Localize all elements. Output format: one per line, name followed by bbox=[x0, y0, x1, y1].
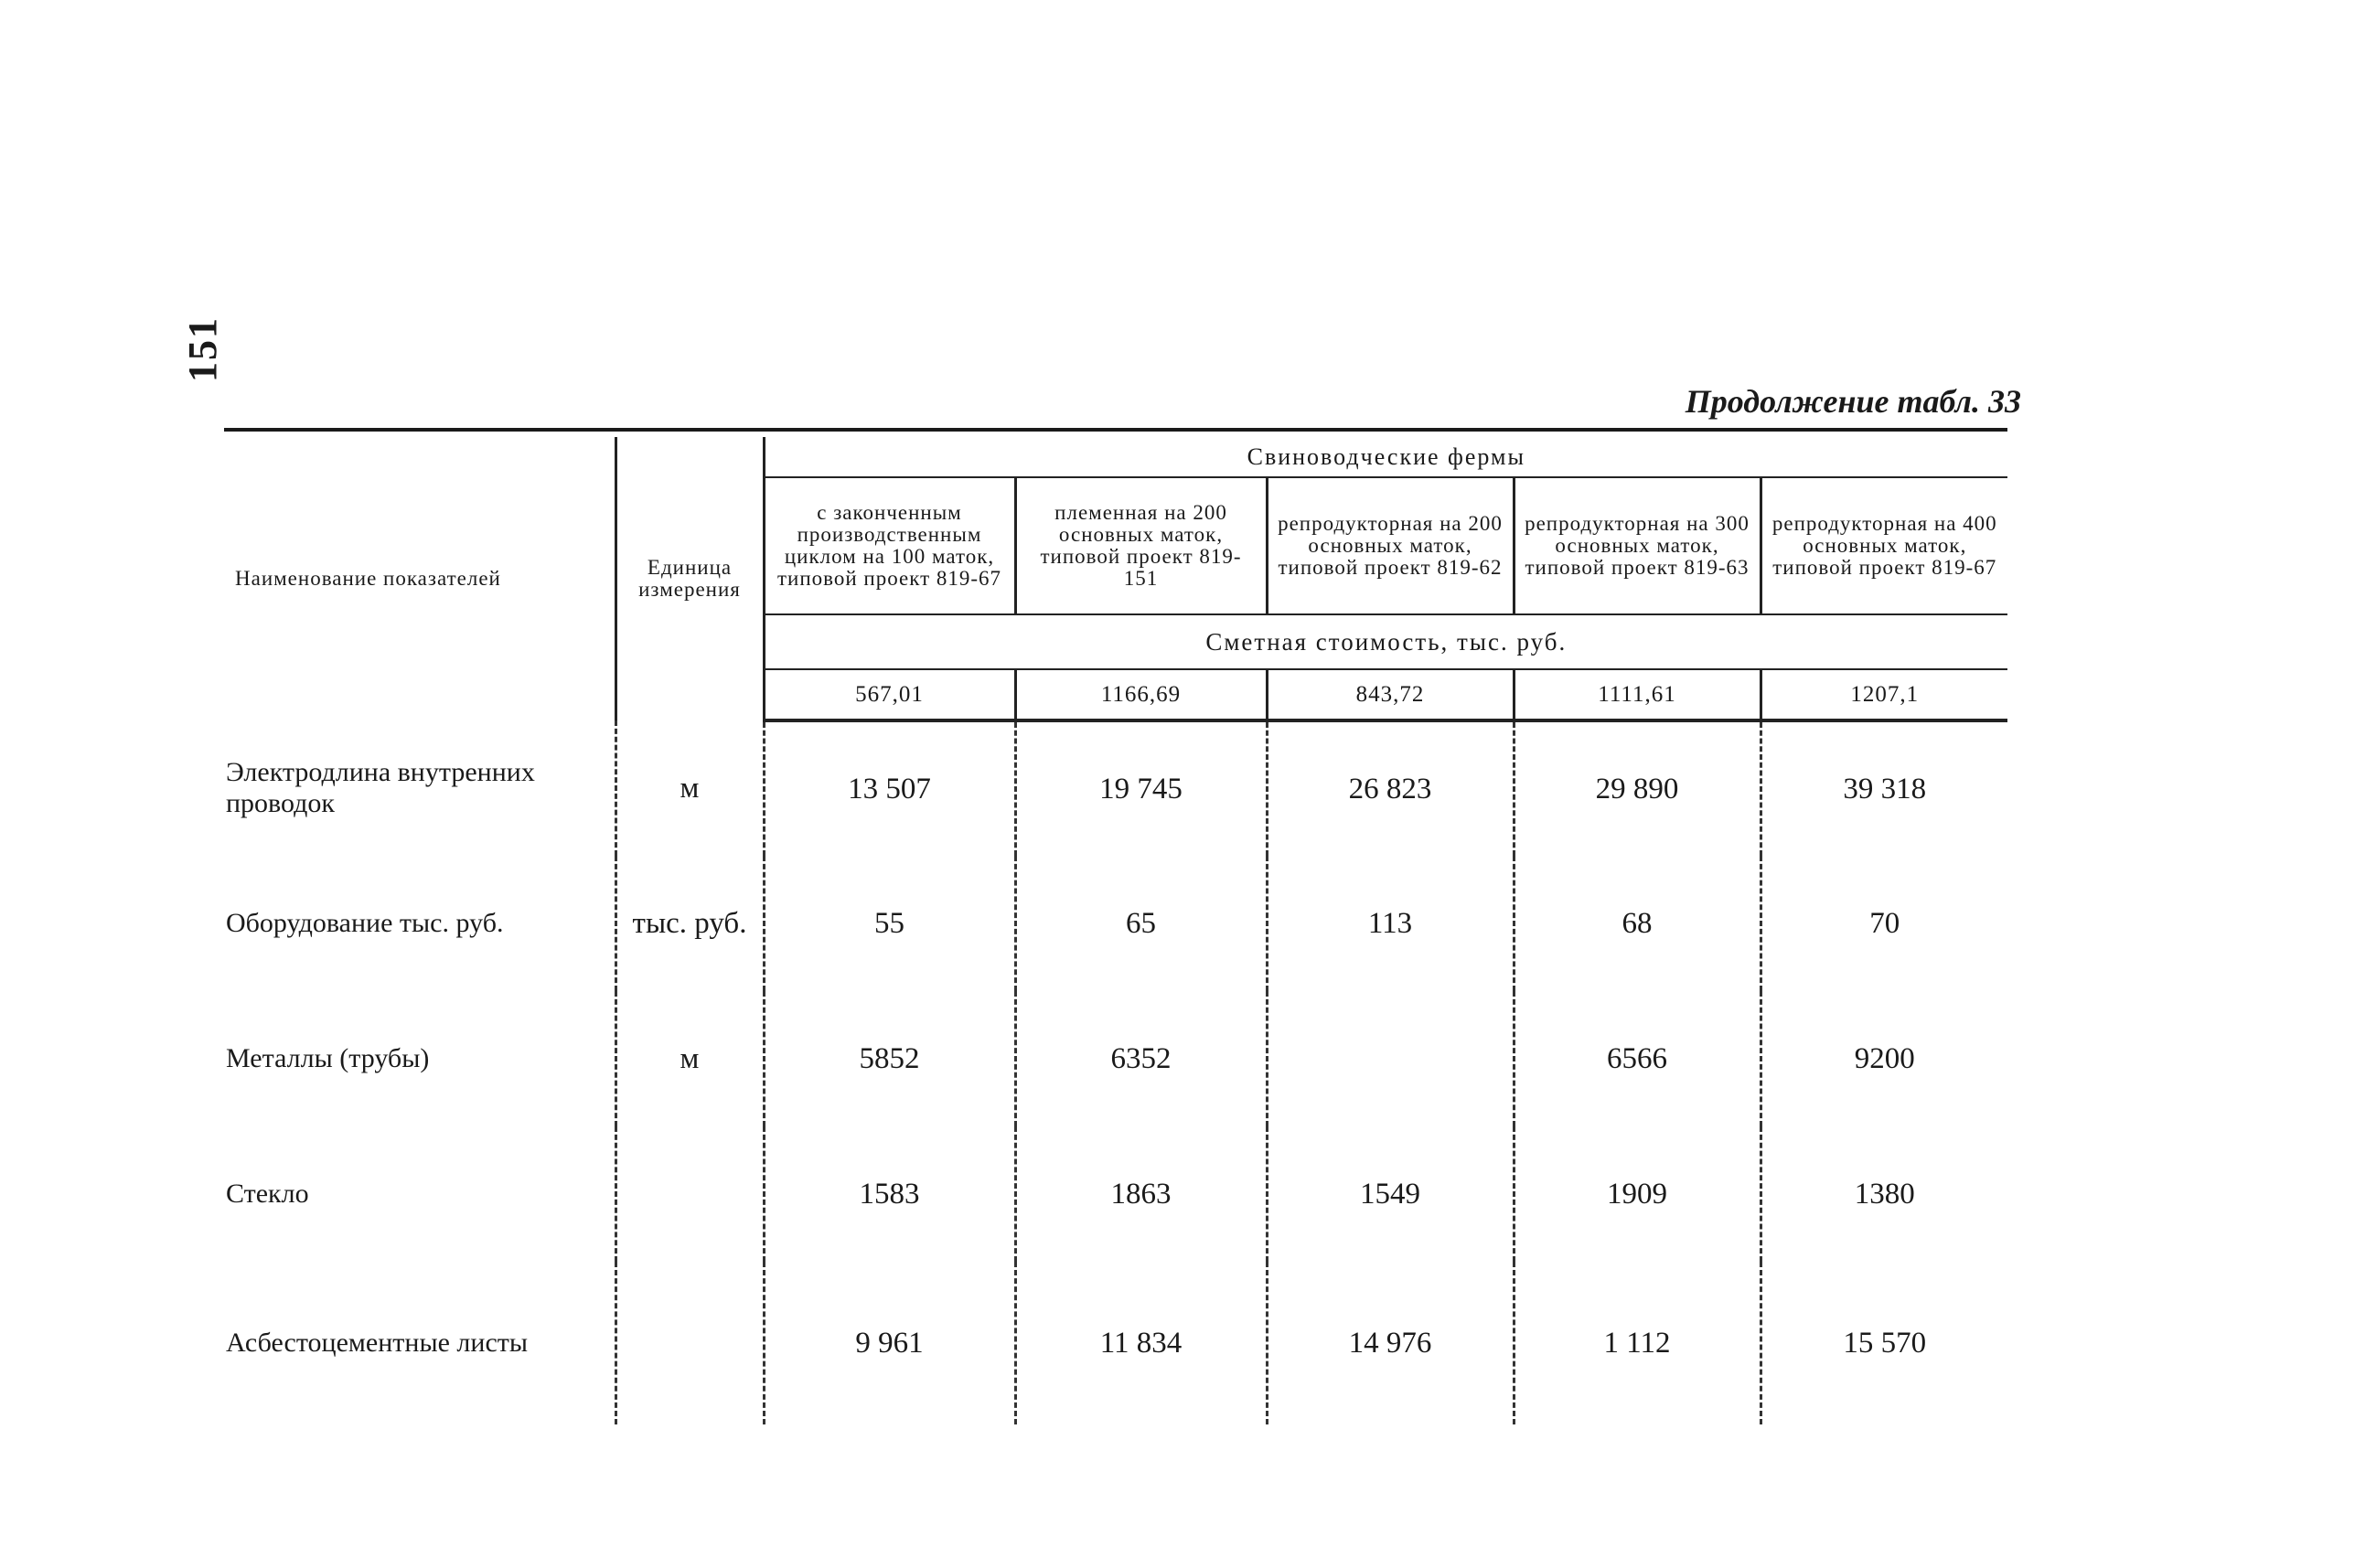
header-farm-type: племенная на 200 основных маток, типовой проект 819-151 bbox=[1015, 477, 1267, 614]
row-value: 13 507 bbox=[764, 720, 1015, 856]
row-value: 29 890 bbox=[1514, 720, 1761, 856]
row-value: 39 318 bbox=[1761, 720, 2007, 856]
table-row bbox=[215, 991, 2007, 1126]
table-row bbox=[215, 856, 2007, 991]
row-unit: м bbox=[615, 720, 764, 856]
header-indicator-name: Наименование показателей bbox=[235, 567, 501, 590]
row-name: Электродлина внутренних проводок bbox=[226, 757, 535, 818]
row-value: 65 bbox=[1015, 856, 1267, 991]
table-body bbox=[215, 720, 2007, 1424]
row-value: 113 bbox=[1267, 856, 1514, 991]
row-value: 1380 bbox=[1761, 1126, 2007, 1262]
row-value: 9 961 bbox=[764, 1262, 1015, 1424]
row-name: Оборудование тыс. руб. bbox=[226, 908, 504, 938]
row-value: 70 bbox=[1761, 856, 2007, 991]
header-farm-type: с законченным производственным циклом на 100 маток, типовой проект 819-67 bbox=[764, 477, 1015, 614]
header-farm-type: репродукторная на 400 основных маток, типовой проект 819-67 bbox=[1761, 477, 2007, 614]
header-cost-label: Сметная стоимость, тыс. руб. bbox=[764, 614, 2007, 669]
row-unit bbox=[615, 1126, 764, 1262]
row-value: 1 112 bbox=[1514, 1262, 1761, 1424]
row-value: 1549 bbox=[1267, 1126, 1514, 1262]
row-unit: тыс. руб. bbox=[615, 856, 764, 991]
table-header bbox=[215, 437, 2007, 720]
header-cost-value: 1111,61 bbox=[1514, 669, 1761, 720]
header-unit: Единица измерения bbox=[615, 437, 764, 720]
row-value: 1583 bbox=[764, 1126, 1015, 1262]
table-row bbox=[215, 1126, 2007, 1262]
page-number: 151 bbox=[180, 316, 225, 382]
row-unit bbox=[615, 1262, 764, 1424]
row-value: 11 834 bbox=[1015, 1262, 1267, 1424]
header-farms-group: Свиноводческие фермы bbox=[764, 437, 2007, 477]
row-value: 1863 bbox=[1015, 1126, 1267, 1262]
row-value: 68 bbox=[1514, 856, 1761, 991]
header-cost-value: 1166,69 bbox=[1015, 669, 1267, 720]
row-value: 14 976 bbox=[1267, 1262, 1514, 1424]
data-table bbox=[215, 437, 2007, 1424]
header-farm-type: репродукторная на 300 основных маток, типовой проект 819-63 bbox=[1514, 477, 1761, 614]
header-farm-type: репродукторная на 200 основных маток, типовой проект 819-62 bbox=[1267, 477, 1514, 614]
table-row bbox=[215, 720, 2007, 856]
table-row bbox=[215, 1262, 2007, 1424]
row-value: 6352 bbox=[1015, 991, 1267, 1126]
row-value: 1909 bbox=[1514, 1126, 1761, 1262]
header-cost-value: 1207,1 bbox=[1761, 669, 2007, 720]
row-name: Стекло bbox=[226, 1179, 309, 1209]
table-top-rule bbox=[224, 428, 2007, 432]
row-unit: м bbox=[615, 991, 764, 1126]
row-value: 15 570 bbox=[1761, 1262, 2007, 1424]
row-value bbox=[1267, 991, 1514, 1126]
row-name: Асбестоцементные листы bbox=[226, 1328, 529, 1358]
row-value: 19 745 bbox=[1015, 720, 1267, 856]
row-value: 26 823 bbox=[1267, 720, 1514, 856]
continuation-title: Продолжение табл. 33 bbox=[1685, 383, 2021, 420]
row-name: Металлы (трубы) bbox=[226, 1043, 430, 1073]
row-value: 6566 bbox=[1514, 991, 1761, 1126]
row-value: 9200 bbox=[1761, 991, 2007, 1126]
row-value: 5852 bbox=[764, 991, 1015, 1126]
header-cost-value: 567,01 bbox=[764, 669, 1015, 720]
header-cost-value: 843,72 bbox=[1267, 669, 1514, 720]
row-value: 55 bbox=[764, 856, 1015, 991]
